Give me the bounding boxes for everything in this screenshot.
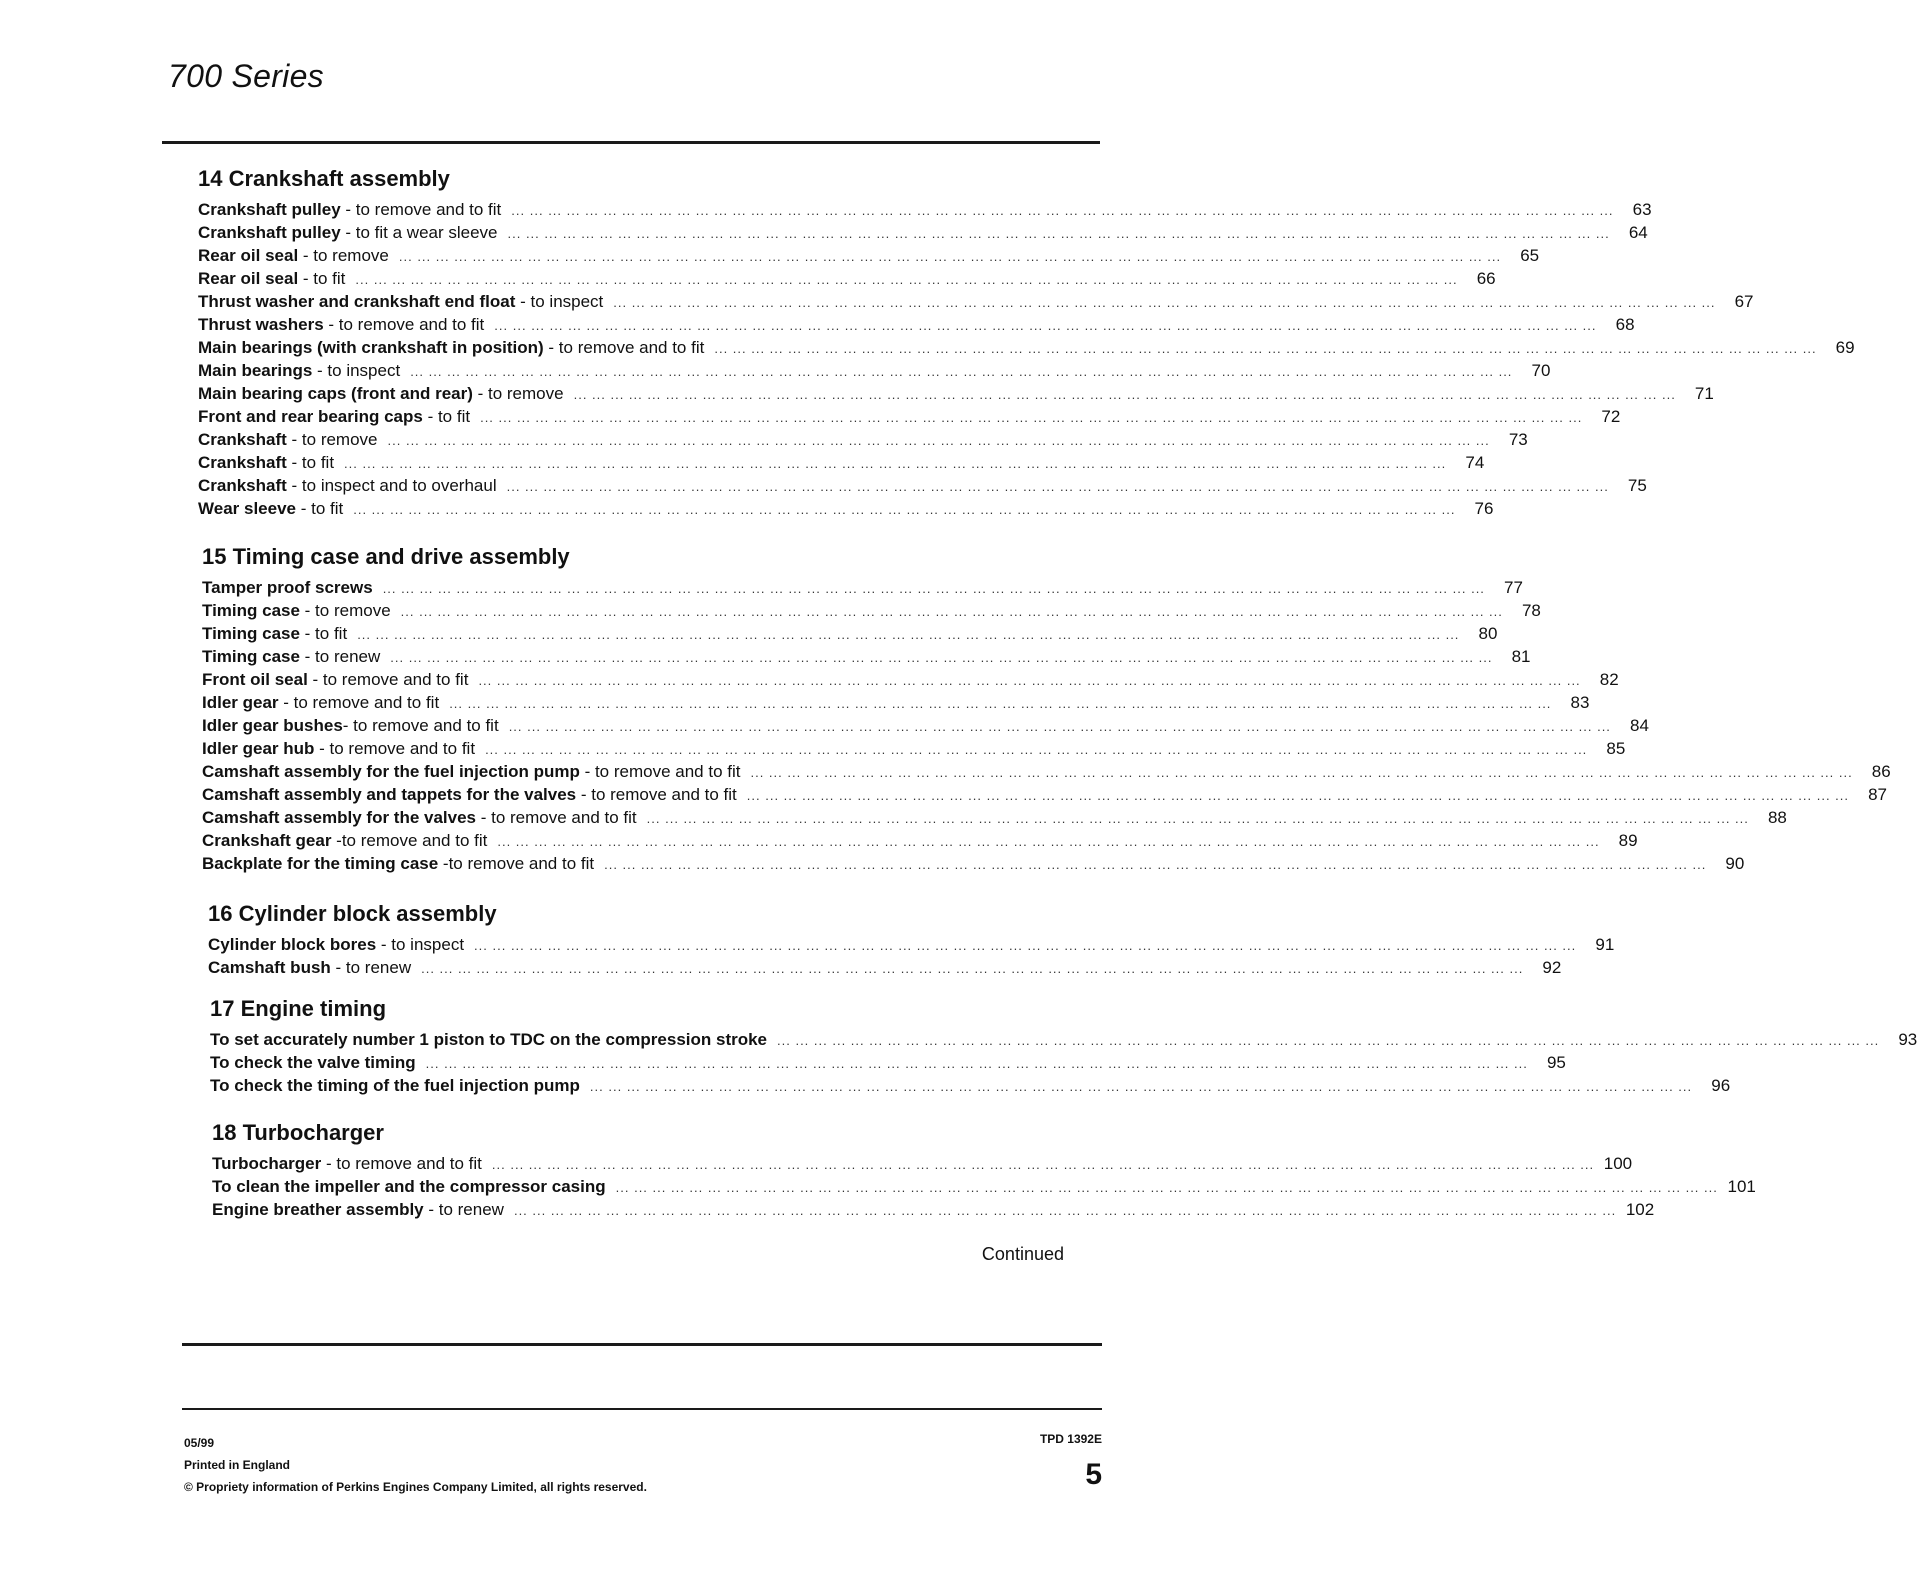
toc-page-number: 75 <box>1627 476 1647 495</box>
toc-entry-subject: Idler gear hub <box>202 739 315 758</box>
toc-entry-subject: Turbocharger <box>212 1154 322 1173</box>
footer-copyright: © Propriety information of Perkins Engines Company Limited, all rights reserved. <box>184 1480 647 1494</box>
toc-entry-action: - to inspect <box>515 292 604 311</box>
dot-leader: ... ... ... ... ... ... ... ... ... ... ... ... ... ... ... ... ... ... ... ... ... ... ... ... ... ... ... ... ... ... ... ... ... ... ... ... ... ... ... ... ... ... ... ... ... ... ... ... ... ... ... ... ... ... ... ... ... ... ... ... <box>508 719 1611 734</box>
toc-entry-text <box>208 933 464 956</box>
toc-page-number: 100 <box>1603 1154 1633 1173</box>
toc-entry-action: - to inspect <box>376 935 465 954</box>
dot-leader: ... ... ... ... ... ... ... ... ... ... ... ... ... ... ... ... ... ... ... ... ... ... ... ... ... ... ... ... ... ... ... ... ... ... ... ... ... ... ... ... ... ... ... ... ... ... ... ... ... ... ... ... ... ... ... ... ... ... ... ... <box>357 627 1460 642</box>
toc-entry-subject: Engine breather assembly <box>212 1200 424 1219</box>
toc-entry <box>202 645 1531 668</box>
toc-page-number: 73 <box>1508 430 1528 449</box>
toc-page-number: 64 <box>1628 223 1648 242</box>
toc-entry-text <box>198 382 564 405</box>
toc-entry-subject: Thrust washers <box>198 315 324 334</box>
dot-leader: ... ... ... ... ... ... ... ... ... ... ... ... ... ... ... ... ... ... ... ... ... ... ... ... ... ... ... ... ... ... ... ... ... ... ... ... ... ... ... ... ... ... ... ... ... ... ... ... ... ... ... ... ... ... ... ... ... ... ... ... <box>449 696 1552 711</box>
toc-page-number: 90 <box>1725 854 1745 873</box>
footer-rule <box>182 1408 1102 1410</box>
dot-leader: ... ... ... ... ... ... ... ... ... ... ... ... ... ... ... ... ... ... ... ... ... ... ... ... ... ... ... ... ... ... ... ... ... ... ... ... ... ... ... ... ... ... ... ... ... ... ... ... ... ... ... ... ... ... ... ... ... ... ... ... <box>474 938 1577 953</box>
toc-entry-text <box>198 451 334 474</box>
toc-entry <box>212 1152 1633 1175</box>
toc-page-number: 88 <box>1767 808 1787 827</box>
toc-entry-text <box>202 622 347 645</box>
section-heading: 17 Engine timing <box>210 996 387 1021</box>
toc-entry <box>202 576 1523 599</box>
toc-entry-action: - to fit <box>422 407 471 426</box>
dot-leader: ... ... ... ... ... ... ... ... ... ... ... ... ... ... ... ... ... ... ... ... ... ... ... ... ... ... ... ... ... ... ... ... ... ... ... ... ... ... ... ... ... ... ... ... ... ... ... ... ... ... ... ... ... ... ... ... ... ... ... ... <box>613 295 1716 310</box>
top-rule <box>162 141 1100 144</box>
toc-entry <box>198 313 1635 336</box>
toc-entry-subject: Timing case <box>202 624 300 643</box>
toc-entry-subject: Cylinder block bores <box>208 935 377 954</box>
toc-entry-action: - to renew <box>299 647 381 666</box>
dot-leader: ... ... ... ... ... ... ... ... ... ... ... ... ... ... ... ... ... ... ... ... ... ... ... ... ... ... ... ... ... ... ... ... ... ... ... ... ... ... ... ... ... ... ... ... ... ... ... ... ... ... ... ... ... ... ... ... ... ... ... ... <box>604 857 1707 872</box>
toc-entry-text <box>202 668 468 691</box>
toc-entry <box>198 336 1855 359</box>
section-heading: 16 Cylinder block assembly <box>208 901 497 926</box>
footer-info <box>184 1432 647 1498</box>
toc-entry <box>198 359 1551 382</box>
toc-entry <box>198 244 1540 267</box>
toc-entry-text <box>198 198 501 221</box>
toc-entry-text <box>202 714 499 737</box>
toc-entry-text <box>198 405 470 428</box>
toc-entry <box>202 668 1619 691</box>
toc-page-number: 95 <box>1546 1053 1566 1072</box>
toc-entry-text <box>210 1051 416 1074</box>
toc-entry-subject: Tamper proof screws <box>202 578 373 597</box>
toc-entry-action: - to fit <box>299 624 348 643</box>
toc-entry-subject: Main bearings <box>198 361 313 380</box>
toc-entry-text <box>198 428 378 451</box>
toc-entry-text <box>202 691 439 714</box>
toc-page-number: 68 <box>1615 315 1635 334</box>
toc-entry-text <box>208 956 411 979</box>
toc-entry-subject: Front oil seal <box>202 670 308 689</box>
toc-entry-subject: Camshaft assembly for the valves <box>202 808 477 827</box>
toc-entry-text <box>198 221 498 244</box>
toc-entry-text <box>198 359 400 382</box>
toc-page-number: 101 <box>1727 1177 1756 1196</box>
toc-page-number: 63 <box>1632 200 1652 219</box>
toc-entry-subject: Crankshaft <box>198 476 287 495</box>
footer-date: 05/99 <box>184 1436 215 1450</box>
toc-entry-action: - to remove and to fit <box>307 670 469 689</box>
footer-code: TPD 1392E <box>1039 1432 1102 1446</box>
dot-leader: ... ... ... ... ... ... ... ... ... ... ... ... ... ... ... ... ... ... ... ... ... ... ... ... ... ... ... ... ... ... ... ... ... ... ... ... ... ... ... ... ... ... ... ... ... ... ... ... ... ... ... ... ... ... ... ... ... ... ... ... <box>410 364 1513 379</box>
toc-entry <box>208 956 1562 979</box>
footer-printed: Printed in England <box>184 1458 291 1472</box>
toc-entry-text <box>212 1198 504 1221</box>
toc-entry-action: - to remove and to fit <box>278 693 440 712</box>
toc-entry-text <box>198 313 484 336</box>
dot-leader: ... ... ... ... ... ... ... ... ... ... ... ... ... ... ... ... ... ... ... ... ... ... ... ... ... ... ... ... ... ... ... ... ... ... ... ... ... ... ... ... ... ... ... ... ... ... ... ... ... ... ... ... ... ... ... ... ... ... ... ... <box>646 811 1749 826</box>
toc-entry <box>202 783 1888 806</box>
toc-entry-action: - to remove and to fit <box>576 785 737 804</box>
toc-entry <box>202 760 1891 783</box>
toc-page-number: 84 <box>1630 716 1649 735</box>
toc-entry-subject: Wear sleeve <box>198 499 296 518</box>
toc-entry-text <box>212 1152 482 1175</box>
toc-entry-text <box>202 760 740 783</box>
toc-entry <box>202 806 1787 829</box>
toc-entry <box>208 933 1615 956</box>
toc-entry-text <box>202 645 380 668</box>
dot-leader: ... ... ... ... ... ... ... ... ... ... ... ... ... ... ... ... ... ... ... ... ... ... ... ... ... ... ... ... ... ... ... ... ... ... ... ... ... ... ... ... ... ... ... ... ... ... ... ... ... ... ... ... ... ... ... ... ... ... ... ... <box>421 961 1524 976</box>
toc-page-number: 67 <box>1734 292 1754 311</box>
toc-page-number: 71 <box>1694 384 1714 403</box>
toc-page-number: 81 <box>1511 647 1531 666</box>
dot-leader: ... ... ... ... ... ... ... ... ... ... ... ... ... ... ... ... ... ... ... ... ... ... ... ... ... ... ... ... ... ... ... ... ... ... ... ... ... ... ... ... ... ... ... ... ... ... ... ... ... ... ... ... ... ... ... ... ... ... ... ... <box>494 318 1597 333</box>
toc-page-number: 66 <box>1476 269 1496 288</box>
section-18 <box>212 1118 1756 1221</box>
toc-entry-text <box>202 599 391 622</box>
continued-label: Continued <box>981 1244 1064 1264</box>
toc-entry <box>202 691 1590 714</box>
toc-entry <box>212 1198 1655 1221</box>
toc-entry <box>198 198 1652 221</box>
toc-entry <box>198 405 1621 428</box>
toc-entry-action: - to inspect <box>312 361 401 380</box>
toc-entry-subject: Main bearings (with crankshaft in position) <box>198 338 544 357</box>
toc-page-number: 72 <box>1601 407 1621 426</box>
section-17 <box>210 994 1917 1097</box>
toc-entry-action: - to remove <box>298 246 389 265</box>
dot-leader: ... ... ... ... ... ... ... ... ... ... ... ... ... ... ... ... ... ... ... ... ... ... ... ... ... ... ... ... ... ... ... ... ... ... ... ... ... ... ... ... ... ... ... ... ... ... ... ... ... ... ... ... ... ... ... ... ... ... ... ... <box>478 673 1581 688</box>
dot-leader: ... ... ... ... ... ... ... ... ... ... ... ... ... ... ... ... ... ... ... ... ... ... ... ... ... ... ... ... ... ... ... ... ... ... ... ... ... ... ... ... ... ... ... ... ... ... ... ... ... ... ... ... ... ... ... ... ... ... ... ... <box>390 650 1493 665</box>
toc-entry-subject: Crankshaft <box>198 453 287 472</box>
toc-entry-subject: Backplate for the timing case <box>202 854 439 873</box>
toc-page-number: 89 <box>1618 831 1638 850</box>
toc-page-number: 69 <box>1835 338 1855 357</box>
toc-entry <box>198 497 1494 520</box>
toc-entry-text <box>202 783 737 806</box>
toc-entry-subject: Timing case <box>202 647 300 666</box>
toc-page-number: 102 <box>1625 1200 1655 1219</box>
toc-entry-text <box>212 1175 606 1198</box>
toc-entry-action: -to remove and to fit <box>438 854 595 873</box>
dot-leader: ... ... ... ... ... ... ... ... ... ... ... ... ... ... ... ... ... ... ... ... ... ... ... ... ... ... ... ... ... ... ... ... ... ... ... ... ... ... ... ... ... ... ... ... ... ... ... ... ... ... ... ... ... ... ... ... ... ... ... ... <box>506 479 1609 494</box>
toc-entry-action: - to fit <box>286 453 335 472</box>
section-16 <box>208 899 1615 979</box>
dot-leader: ... ... ... ... ... ... ... ... ... ... ... ... ... ... ... ... ... ... ... ... ... ... ... ... ... ... ... ... ... ... ... ... ... ... ... ... ... ... ... ... ... ... ... ... ... ... ... ... ... ... ... ... ... ... ... ... ... ... ... ... <box>480 410 1583 425</box>
toc-entry-subject: Rear oil seal <box>198 246 299 265</box>
toc-entry-action: - to remove <box>286 430 378 449</box>
toc-entry-text <box>198 336 704 359</box>
toc-entry <box>198 382 1714 405</box>
toc-page-number: 83 <box>1570 693 1590 712</box>
toc-entry-subject: Camshaft assembly for the fuel injection pump <box>202 762 580 781</box>
toc-entry-subject: Timing case <box>202 601 300 620</box>
toc-entry-action: - to inspect and to overhaul <box>286 476 497 495</box>
toc-page-number: 77 <box>1504 578 1523 597</box>
toc-entry <box>198 221 1648 244</box>
toc-entry-action: - to fit a wear sleeve <box>340 223 498 242</box>
toc-page-number: 92 <box>1542 958 1562 977</box>
toc-entry-text <box>198 267 345 290</box>
toc-entry-action: - to remove and to fit <box>579 762 741 781</box>
toc-entry <box>210 1028 1917 1051</box>
dot-leader: ... ... ... ... ... ... ... ... ... ... ... ... ... ... ... ... ... ... ... ... ... ... ... ... ... ... ... ... ... ... ... ... ... ... ... ... ... ... ... ... ... ... ... ... ... ... ... ... ... ... ... ... ... ... ... ... ... ... ... ... <box>513 1203 1617 1218</box>
toc-page-number: 80 <box>1478 624 1498 643</box>
toc-entry-subject: Crankshaft pulley <box>198 200 341 219</box>
toc-entry <box>202 737 1626 760</box>
dot-leader: ... ... ... ... ... ... ... ... ... ... ... ... ... ... ... ... ... ... ... ... ... ... ... ... ... ... ... ... ... ... ... ... ... ... ... ... ... ... ... ... ... ... ... ... ... ... ... ... ... ... ... ... ... ... ... ... ... ... ... ... <box>507 226 1610 241</box>
toc-entry-subject: Thrust washer and crankshaft end float <box>198 292 516 311</box>
toc-entry-subject: Crankshaft pulley <box>198 223 341 242</box>
lower-rule <box>182 1343 1102 1346</box>
toc-entry <box>202 714 1649 737</box>
toc-entry-text <box>198 290 603 313</box>
dot-leader: ... ... ... ... ... ... ... ... ... ... ... ... ... ... ... ... ... ... ... ... ... ... ... ... ... ... ... ... ... ... ... ... ... ... ... ... ... ... ... ... ... ... ... ... ... ... ... ... ... ... ... ... ... ... ... ... ... ... ... ... <box>353 502 1456 517</box>
toc-entry <box>198 267 1496 290</box>
dot-leader: ... ... ... ... ... ... ... ... ... ... ... ... ... ... ... ... ... ... ... ... ... ... ... ... ... ... ... ... ... ... ... ... ... ... ... ... ... ... ... ... ... ... ... ... ... ... ... ... ... ... ... ... ... ... ... ... ... ... ... ... <box>746 788 1850 803</box>
dot-leader: ... ... ... ... ... ... ... ... ... ... ... ... ... ... ... ... ... ... ... ... ... ... ... ... ... ... ... ... ... ... ... ... ... ... ... ... ... ... ... ... ... ... ... ... ... ... ... ... ... ... ... ... ... ... ... ... ... ... ... ... <box>777 1033 1880 1048</box>
section-heading: 18 Turbocharger <box>212 1120 384 1145</box>
dot-leader: ... ... ... ... ... ... ... ... ... ... ... ... ... ... ... ... ... ... ... ... ... ... ... ... ... ... ... ... ... ... ... ... ... ... ... ... ... ... ... ... ... ... ... ... ... ... ... ... ... ... ... ... ... ... ... ... ... ... ... ... <box>344 456 1447 471</box>
toc-page-number: 70 <box>1531 361 1551 380</box>
dot-leader: ... ... ... ... ... ... ... ... ... ... ... ... ... ... ... ... ... ... ... ... ... ... ... ... ... ... ... ... ... ... ... ... ... ... ... ... ... ... ... ... ... ... ... ... ... ... ... ... ... ... ... ... ... ... ... ... ... ... ... ... <box>400 604 1503 619</box>
toc-entry-subject: To check the timing of the fuel injection pump <box>210 1076 580 1095</box>
dot-leader: ... ... ... ... ... ... ... ... ... ... ... ... ... ... ... ... ... ... ... ... ... ... ... ... ... ... ... ... ... ... ... ... ... ... ... ... ... ... ... ... ... ... ... ... ... ... ... ... ... ... ... ... ... ... ... ... ... ... ... ... <box>615 1180 1718 1195</box>
section-15 <box>202 542 1891 875</box>
toc-page-number: 96 <box>1711 1076 1731 1095</box>
toc-entry-text <box>202 852 594 875</box>
dot-leader: ... ... ... ... ... ... ... ... ... ... ... ... ... ... ... ... ... ... ... ... ... ... ... ... ... ... ... ... ... ... ... ... ... ... ... ... ... ... ... ... ... ... ... ... ... ... ... ... ... ... ... ... ... ... ... ... ... ... ... ... <box>573 387 1676 402</box>
toc-entry-subject: Main bearing caps (front and rear) <box>198 384 473 403</box>
toc-entry-action: - to fit <box>298 269 346 288</box>
section-heading: 14 Crankshaft assembly <box>198 166 450 191</box>
toc-page-number: 65 <box>1520 246 1540 265</box>
page-title: 700 Series <box>168 58 324 94</box>
section-14 <box>198 164 1855 520</box>
toc-entry <box>212 1175 1756 1198</box>
toc-entry-action: - to remove and to fit <box>342 716 499 735</box>
toc-entry-text <box>202 806 637 829</box>
toc-page-number: 91 <box>1595 935 1615 954</box>
toc-entry-text <box>210 1074 580 1097</box>
toc-entry <box>202 599 1541 622</box>
toc-entry <box>210 1051 1566 1074</box>
toc-page-number: 74 <box>1465 453 1485 472</box>
toc-entry-text <box>202 737 475 760</box>
toc-entry-action: - to remove and to fit <box>543 338 705 357</box>
toc-entry-action: - to remove <box>299 601 391 620</box>
toc-page-number: 76 <box>1474 499 1494 518</box>
toc-entry <box>202 852 1745 875</box>
toc-entry-subject: Camshaft assembly and tappets for the valves <box>202 785 577 804</box>
dot-leader: ... ... ... ... ... ... ... ... ... ... ... ... ... ... ... ... ... ... ... ... ... ... ... ... ... ... ... ... ... ... ... ... ... ... ... ... ... ... ... ... ... ... ... ... ... ... ... ... ... ... ... ... ... ... ... ... ... ... ... ... <box>750 765 1853 780</box>
dot-leader: ... ... ... ... ... ... ... ... ... ... ... ... ... ... ... ... ... ... ... ... ... ... ... ... ... ... ... ... ... ... ... ... ... ... ... ... ... ... ... ... ... ... ... ... ... ... ... ... ... ... ... ... ... ... ... ... ... ... ... ... <box>491 1157 1595 1172</box>
toc-entry-text <box>202 576 373 599</box>
toc-entry-text <box>198 244 389 267</box>
toc-entry <box>198 428 1528 451</box>
toc-entry-action: - to renew <box>423 1200 504 1219</box>
toc-entry-action: - to remove and to fit <box>476 808 637 827</box>
toc-entry-subject: Crankshaft gear <box>202 831 332 850</box>
toc-entry-action: - to remove and to fit <box>314 739 476 758</box>
page-number: 5 <box>1085 1458 1102 1491</box>
dot-leader: ... ... ... ... ... ... ... ... ... ... ... ... ... ... ... ... ... ... ... ... ... ... ... ... ... ... ... ... ... ... ... ... ... ... ... ... ... ... ... ... ... ... ... ... ... ... ... ... ... ... ... ... ... ... ... ... ... ... ... ... <box>497 834 1600 849</box>
toc-entry <box>202 622 1498 645</box>
dot-leader: ... ... ... ... ... ... ... ... ... ... ... ... ... ... ... ... ... ... ... ... ... ... ... ... ... ... ... ... ... ... ... ... ... ... ... ... ... ... ... ... ... ... ... ... ... ... ... ... ... ... ... ... ... ... ... ... ... ... ... ... <box>355 272 1458 287</box>
dot-leader: ... ... ... ... ... ... ... ... ... ... ... ... ... ... ... ... ... ... ... ... ... ... ... ... ... ... ... ... ... ... ... ... ... ... ... ... ... ... ... ... ... ... ... ... ... ... ... ... ... ... ... ... ... ... ... ... ... ... ... ... <box>485 742 1588 757</box>
dot-leader: ... ... ... ... ... ... ... ... ... ... ... ... ... ... ... ... ... ... ... ... ... ... ... ... ... ... ... ... ... ... ... ... ... ... ... ... ... ... ... ... ... ... ... ... ... ... ... ... ... ... ... ... ... ... ... ... ... ... ... ... <box>382 581 1485 596</box>
toc-page-number: 85 <box>1606 739 1626 758</box>
toc-entry-subject: To check the valve timing <box>210 1053 416 1072</box>
toc-entry-action: - to remove and to fit <box>340 200 502 219</box>
toc-entry-text <box>198 497 343 520</box>
toc-entry-text <box>210 1028 767 1051</box>
toc-entry-action: - to renew <box>330 958 412 977</box>
toc-page-number: 87 <box>1868 785 1888 804</box>
dot-leader: ... ... ... ... ... ... ... ... ... ... ... ... ... ... ... ... ... ... ... ... ... ... ... ... ... ... ... ... ... ... ... ... ... ... ... ... ... ... ... ... ... ... ... ... ... ... ... ... ... ... ... ... ... ... ... ... ... ... ... ... <box>387 433 1490 448</box>
toc-entry <box>202 829 1638 852</box>
toc-entry <box>198 451 1485 474</box>
toc-entry <box>198 290 1754 313</box>
toc-entry-subject: Camshaft bush <box>208 958 331 977</box>
section-heading: 15 Timing case and drive assembly <box>202 544 570 569</box>
toc-entry-text <box>202 829 487 852</box>
toc-entry-action: - to remove <box>472 384 564 403</box>
toc-page-number: 78 <box>1521 601 1541 620</box>
toc-entry-subject: Idler gear bushes <box>202 716 343 735</box>
toc-entry-action: -to remove and to fit <box>331 831 488 850</box>
toc-entry-subject: To clean the impeller and the compressor casing <box>212 1177 606 1196</box>
toc-page-number: 86 <box>1871 762 1891 781</box>
toc-entry-subject: To set accurately number 1 piston to TDC on the compression stroke <box>210 1030 768 1049</box>
dot-leader: ... ... ... ... ... ... ... ... ... ... ... ... ... ... ... ... ... ... ... ... ... ... ... ... ... ... ... ... ... ... ... ... ... ... ... ... ... ... ... ... ... ... ... ... ... ... ... ... ... ... ... ... ... ... ... ... ... ... ... ... <box>714 341 1817 356</box>
toc-entry-action: - to remove and to fit <box>323 315 485 334</box>
toc-entry-action: - to remove and to fit <box>321 1154 482 1173</box>
toc-entry-subject: Crankshaft <box>198 430 287 449</box>
toc-entry-text <box>198 474 497 497</box>
dot-leader: ... ... ... ... ... ... ... ... ... ... ... ... ... ... ... ... ... ... ... ... ... ... ... ... ... ... ... ... ... ... ... ... ... ... ... ... ... ... ... ... ... ... ... ... ... ... ... ... ... ... ... ... ... ... ... ... ... ... ... ... <box>398 249 1502 264</box>
toc-entry-action: - to fit <box>295 499 344 518</box>
toc-entry <box>210 1074 1731 1097</box>
toc-entry-subject: Rear oil seal <box>198 269 299 288</box>
toc-page-number: 93 <box>1898 1030 1917 1049</box>
toc-entry-subject: Front and rear bearing caps <box>198 407 423 426</box>
toc-page-number: 82 <box>1599 670 1619 689</box>
toc-entry-subject: Idler gear <box>202 693 279 712</box>
toc-entry <box>198 474 1647 497</box>
dot-leader: ... ... ... ... ... ... ... ... ... ... ... ... ... ... ... ... ... ... ... ... ... ... ... ... ... ... ... ... ... ... ... ... ... ... ... ... ... ... ... ... ... ... ... ... ... ... ... ... ... ... ... ... ... ... ... ... ... ... ... ... <box>425 1056 1528 1071</box>
dot-leader: ... ... ... ... ... ... ... ... ... ... ... ... ... ... ... ... ... ... ... ... ... ... ... ... ... ... ... ... ... ... ... ... ... ... ... ... ... ... ... ... ... ... ... ... ... ... ... ... ... ... ... ... ... ... ... ... ... ... ... ... <box>589 1079 1693 1094</box>
dot-leader: ... ... ... ... ... ... ... ... ... ... ... ... ... ... ... ... ... ... ... ... ... ... ... ... ... ... ... ... ... ... ... ... ... ... ... ... ... ... ... ... ... ... ... ... ... ... ... ... ... ... ... ... ... ... ... ... ... ... ... ... <box>511 203 1614 218</box>
